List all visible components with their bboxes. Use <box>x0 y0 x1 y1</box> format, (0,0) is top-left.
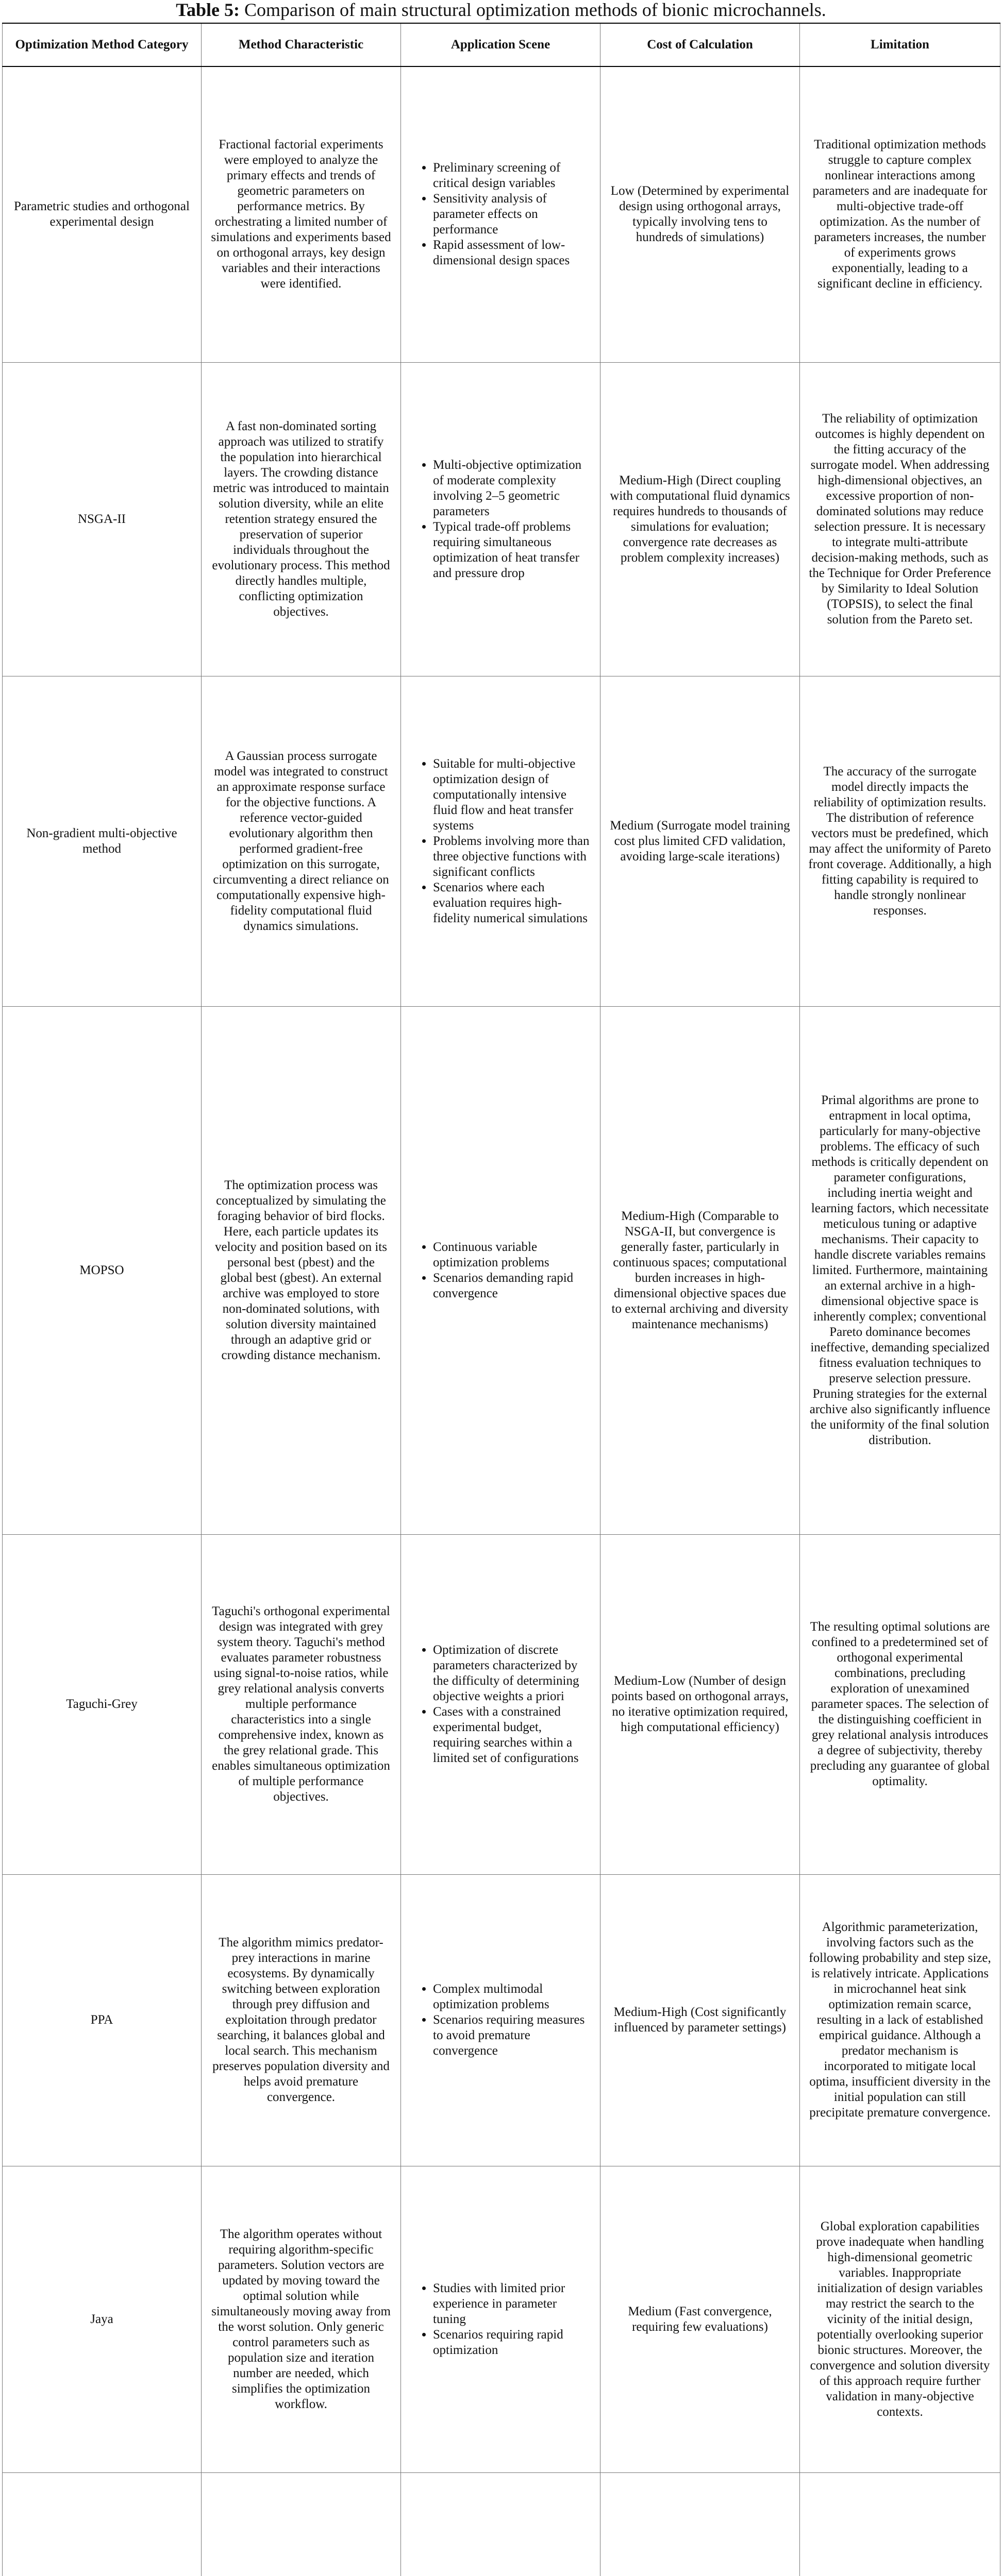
cell-application-scene <box>401 1874 600 2166</box>
cell-method-category: Parametric studies and orthogonal experimental design <box>3 66 202 362</box>
cell-method-category <box>3 2472 202 2576</box>
cell-cost: Medium (Surrogate model training cost plus limited CFD validation, avoiding large-scale iterations) <box>600 676 800 1006</box>
cell-limitation: Global exploration capabilities prove inadequate when handling high-dimensional geometric variables. Inappropriate initialization of design variables may restrict the search to the vicinity of the initial design, potentially overlooking superior bionic structures. Moreover, the convergence and solution diversity of this approach require further validation in many-objective contexts. <box>800 2166 1000 2472</box>
application-item: • Complex multimodal optimization problems <box>433 1981 592 2012</box>
cell-cost: Medium-High (Direct coupling with computational fluid dynamics requires hundreds to thousands of simulations for evaluation; convergence rate decreases as problem complexity increases) <box>600 362 800 676</box>
application-list <box>415 756 592 926</box>
application-item: • Cases with a constrained experimental budget, requiring searches within a limited set of configurations <box>433 1704 592 1766</box>
application-list <box>415 1981 592 2059</box>
cell-cost: Medium-High (Cost significantly influenced by parameter settings) <box>600 1874 800 2166</box>
cell-method-characteristic: Taguchi's orthogonal experimental design was integrated with grey system theory. Taguchi's method evaluates parameter robustness using signal-to-noise ratios, while grey relational analysis converts multiple performance characteristics into a single comprehensive index, known as the grey relational grade. This enables simultaneous optimization of multiple performance objectives. <box>202 1534 401 1874</box>
header-method-category: Optimization Method Category <box>3 23 202 66</box>
table-row <box>3 676 1000 1006</box>
cell-method-category: Jaya <box>3 2166 202 2472</box>
table-row <box>3 1006 1000 1534</box>
cell-application-scene <box>401 1006 600 1534</box>
application-item: • Suitable for multi-objective optimization design of computationally intensive fluid flow and heat transfer systems <box>433 756 592 834</box>
application-item: • Problems involving more than three objective functions with significant conflicts <box>433 834 592 880</box>
application-item: • Scenarios requiring rapid optimization <box>433 2327 592 2358</box>
cell-application-scene <box>401 362 600 676</box>
cell-cost: Medium-Low (Number of design points based on orthogonal arrays, no iterative optimization required, high computational efficiency) <box>600 1534 800 1874</box>
application-list <box>415 457 592 581</box>
cell-method-characteristic <box>202 2472 401 2576</box>
application-item: • Preliminary screening of critical design variables <box>433 160 592 191</box>
application-item: • Scenarios demanding rapid convergence <box>433 1270 592 1301</box>
cell-method-characteristic: A Gaussian process surrogate model was integrated to construct an approximate response surface for the objective functions. A reference vector-guided evolutionary algorithm then performed gradient-free optimization on this surrogate, circumventing a direct reliance on computationally expensive high-fidelity computational fluid dynamics simulations. <box>202 676 401 1006</box>
cell-method-category: Non-gradient multi-objective method <box>3 676 202 1006</box>
cell-limitation: The reliability of optimization outcomes is highly dependent on the fitting accuracy of the surrogate model. When addressing high-dimensional objectives, an excessive proportion of non-dominated solutions may reduce selection pressure. It is necessary to integrate multi-attribute decision-making methods, such as the Technique for Order Preference by Similarity to Ideal Solution (TOPSIS), to select the final solution from the Pareto set. <box>800 362 1000 676</box>
cell-application-scene <box>401 1534 600 1874</box>
application-item: • Continuous variable optimization problems <box>433 1240 592 1270</box>
cell-method-characteristic: The optimization process was conceptualized by simulating the foraging behavior of bird flocks. Here, each particle updates its velocity and position based on its personal best (pbest) and the global best (gbest). An external archive was employed to store non-dominated solutions, with solution diversity maintained through an adaptive grid or crowding distance mechanism. <box>202 1006 401 1534</box>
table-row <box>3 2472 1000 2576</box>
cell-method-category: MOPSO <box>3 1006 202 1534</box>
cell-method-characteristic: The algorithm operates without requiring algorithm-specific parameters. Solution vectors are updated by moving toward the optimal solution while simultaneously moving away from the worst solution. Only generic control parameters such as population size and iteration number are needed, which simplifies the optimization workflow. <box>202 2166 401 2472</box>
table-row <box>3 362 1000 676</box>
caption-text: Comparison of main structural optimization methods of bionic microchannels. <box>244 0 826 20</box>
table-row <box>3 1534 1000 1874</box>
cell-application-scene <box>401 2166 600 2472</box>
header-method-characteristic: Method Characteristic <box>202 23 401 66</box>
header-row <box>3 23 1000 66</box>
cell-method-characteristic: Fractional factorial experiments were employed to analyze the primary effects and trends of geometric parameters on performance metrics. By orchestrating a limited number of simulations and experiments based on orthogonal arrays, key design variables and their interactions were identified. <box>202 66 401 362</box>
comparison-table <box>2 23 1000 2576</box>
cell-limitation: Primal algorithms are prone to entrapment in local optima, particularly for many-objective problems. The efficacy of such methods is critically dependent on parameter configurations, including inertia weight and learning factors, which necessitate meticulous tuning or adaptive mechanisms. Their capacity to handle discrete variables remains limited. Furthermore, maintaining an external archive in a high-dimensional objective space is inherently complex; conventional Pareto dominance becomes ineffective, demanding specialized fitness evaluation techniques to preserve selection pressure. Pruning strategies for the external archive also significantly influence the uniformity of the final solution distribution. <box>800 1006 1000 1534</box>
application-item: • Multi-objective optimization of moderate complexity involving 2–5 geometric parameters <box>433 457 592 519</box>
table-caption <box>0 0 1002 20</box>
cell-limitation: Traditional optimization methods struggle to capture complex nonlinear interactions among parameters and are inadequate for multi-objective trade-off optimization. As the number of parameters increases, the number of experiments grows exponentially, leading to a significant decline in efficiency. <box>800 66 1000 362</box>
table-row <box>3 2166 1000 2472</box>
cell-method-characteristic: A fast non-dominated sorting approach was utilized to stratify the population into hierarchical layers. The crowding distance metric was introduced to maintain solution diversity, while an elite retention strategy ensured the preservation of superior individuals throughout the evolutionary process. This method directly handles multiple, conflicting optimization objectives. <box>202 362 401 676</box>
cell-method-category: Taguchi-Grey <box>3 1534 202 1874</box>
application-item: • Typical trade-off problems requiring simultaneous optimization of heat transfer and pressure drop <box>433 519 592 581</box>
application-item: • Scenarios requiring measures to avoid premature convergence <box>433 2012 592 2059</box>
application-item: • Studies with limited prior experience in parameter tuning <box>433 2281 592 2327</box>
cell-cost: Medium (Fast convergence, requiring few evaluations) <box>600 2166 800 2472</box>
cell-method-category: NSGA-II <box>3 362 202 676</box>
cell-method-characteristic: The algorithm mimics predator-prey interactions in marine ecosystems. By dynamically switching between exploration through prey diffusion and exploitation through predator searching, it balances global and local search. This mechanism preserves population diversity and helps avoid premature convergence. <box>202 1874 401 2166</box>
application-item: • Optimization of discrete parameters characterized by the difficulty of determining objective weights a priori <box>433 1642 592 1704</box>
application-item: • Scenarios where each evaluation requires high-fidelity numerical simulations <box>433 880 592 926</box>
cell-application-scene <box>401 676 600 1006</box>
cell-application-scene <box>401 66 600 362</box>
application-list <box>415 160 592 268</box>
cell-method-category: PPA <box>3 1874 202 2166</box>
cell-limitation <box>800 2472 1000 2576</box>
header-limitation: Limitation <box>800 23 1000 66</box>
table-row <box>3 1874 1000 2166</box>
cell-application-scene <box>401 2472 600 2576</box>
table-body <box>3 66 1000 2576</box>
application-item: • Rapid assessment of low-dimensional design spaces <box>433 238 592 268</box>
cell-limitation: The resulting optimal solutions are confined to a predetermined set of orthogonal experimental combinations, precluding exploration of unexamined parameter spaces. The selection of the distinguishing coefficient in grey relational analysis introduces a degree of subjectivity, thereby precluding any guarantee of global optimality. <box>800 1534 1000 1874</box>
table-row <box>3 66 1000 362</box>
application-list <box>415 1642 592 1766</box>
header-cost: Cost of Calculation <box>600 23 800 66</box>
application-list <box>415 1240 592 1301</box>
caption-label: Table 5: <box>176 0 240 20</box>
cell-cost: Low (Determined by experimental design using orthogonal arrays, typically involving tens to hundreds of simulations) <box>600 66 800 362</box>
cell-cost <box>600 2472 800 2576</box>
cell-limitation: The accuracy of the surrogate model directly impacts the reliability of optimization results. The distribution of reference vectors must be predefined, which may affect the uniformity of Pareto front coverage. Additionally, a high fitting capability is required to handle strongly nonlinear responses. <box>800 676 1000 1006</box>
cell-cost: Medium-High (Comparable to NSGA-II, but convergence is generally faster, particularly in continuous spaces; computational burden increases in high-dimensional objective spaces due to external archiving and diversity maintenance mechanisms) <box>600 1006 800 1534</box>
application-item: • Sensitivity analysis of parameter effects on performance <box>433 191 592 238</box>
application-list <box>415 2281 592 2358</box>
header-application-scene: Application Scene <box>401 23 600 66</box>
cell-limitation: Algorithmic parameterization, involving factors such as the following probability and step size, is relatively intricate. Applications in microchannel heat sink optimization remain scarce, resulting in a lack of established empirical guidance. Although a predator mechanism is incorporated to mitigate local optima, insufficient diversity in the initial population can still precipitate premature convergence. <box>800 1874 1000 2166</box>
